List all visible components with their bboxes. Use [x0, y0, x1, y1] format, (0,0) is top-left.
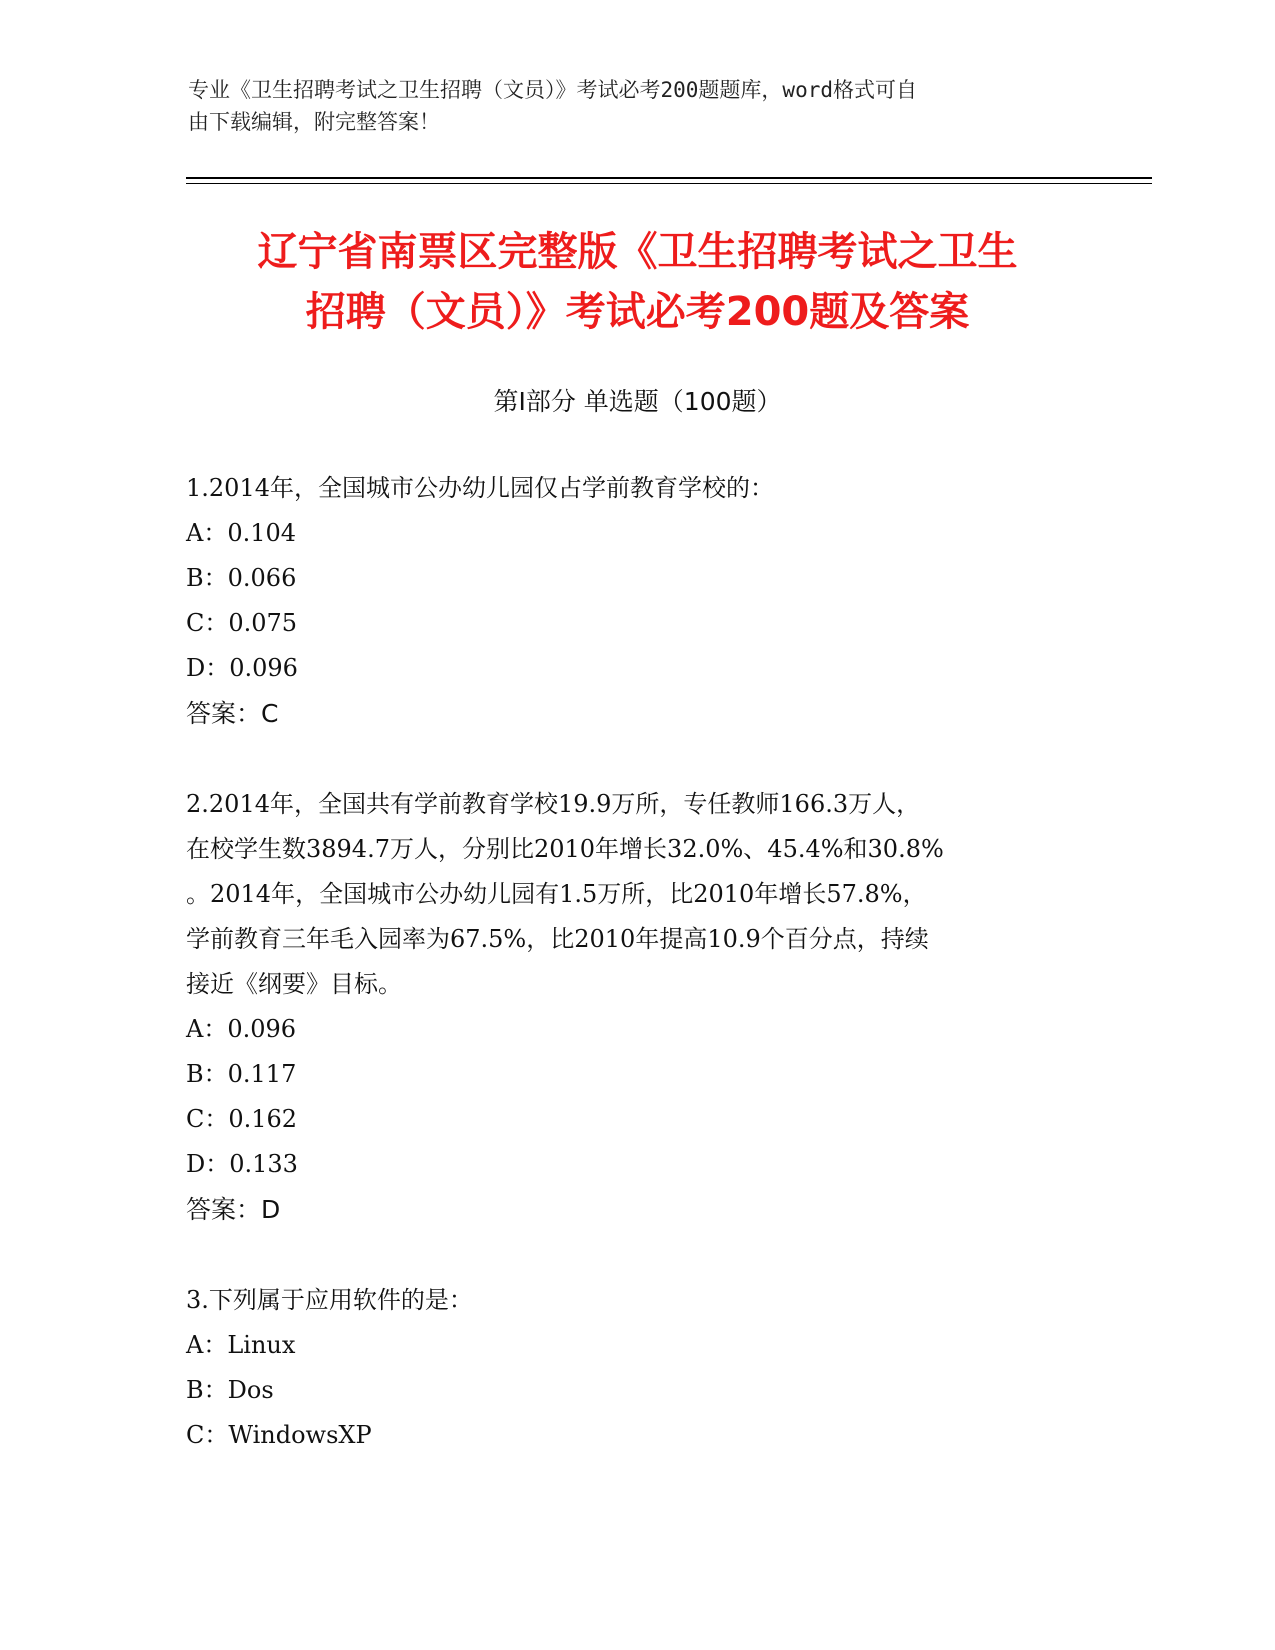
question-2-stem-line-2: 在校学生数3894.7万人，分别比2010年增长32.0%、45.4%和30.8%	[186, 835, 944, 863]
question-2-stem-line-5: 接近《纲要》目标。	[186, 970, 402, 998]
document-title	[150, 222, 1125, 342]
question-2-option-b: B：0.117	[186, 1060, 297, 1088]
question-3-option-b: B：Dos	[186, 1376, 274, 1404]
section-heading: 第Ⅰ部分 单选题（100题）	[493, 387, 782, 416]
question-2-stem-line-1: 2.2014年，全国共有学前教育学校19.9万所，专任教师166.3万人，	[186, 790, 921, 818]
question-1-stem-line-1: 1.2014年，全国城市公办幼儿园仅占学前教育学校的：	[186, 474, 774, 502]
question-1-option-d: D：0.096	[186, 654, 298, 682]
question-1-option-c: C：0.075	[186, 609, 298, 637]
header-note	[188, 74, 1068, 138]
header-note-line-1: 专业《卫生招聘考试之卫生招聘（文员）》考试必考200题题库，word格式可自	[188, 78, 917, 102]
document-title-line-1: 辽宁省南票区完整版《卫生招聘考试之卫生	[257, 229, 1018, 275]
question-1-answer: 答案：C	[186, 699, 279, 728]
question-1-option-a: A：0.104	[186, 519, 297, 547]
question-1-option-b: B：0.066	[186, 564, 297, 592]
question-2-answer: 答案：D	[186, 1195, 281, 1224]
question-3-option-c: C：WindowsXP	[186, 1421, 372, 1449]
question-3-stem-line-1: 3.下列属于应用软件的是：	[186, 1286, 473, 1314]
document-title-line-2: 招聘（文员）》考试必考200题及答案	[305, 289, 970, 335]
header-rule-thin	[186, 183, 1152, 184]
question-3-option-a: A：Linux	[186, 1331, 296, 1359]
question-2-stem-line-3: 。2014年，全国城市公办幼儿园有1.5万所，比2010年增长57.8%，	[186, 880, 927, 908]
question-2-option-c: C：0.162	[186, 1105, 298, 1133]
question-2-option-d: D：0.133	[186, 1150, 298, 1178]
question-2-option-a: A：0.096	[186, 1015, 297, 1043]
header-note-line-2: 由下载编辑，附完整答案！	[188, 110, 440, 134]
header-rule-thick	[186, 177, 1152, 179]
question-2-stem-line-4: 学前教育三年毛入园率为67.5%，比2010年提高10.9个百分点，持续	[186, 925, 929, 953]
